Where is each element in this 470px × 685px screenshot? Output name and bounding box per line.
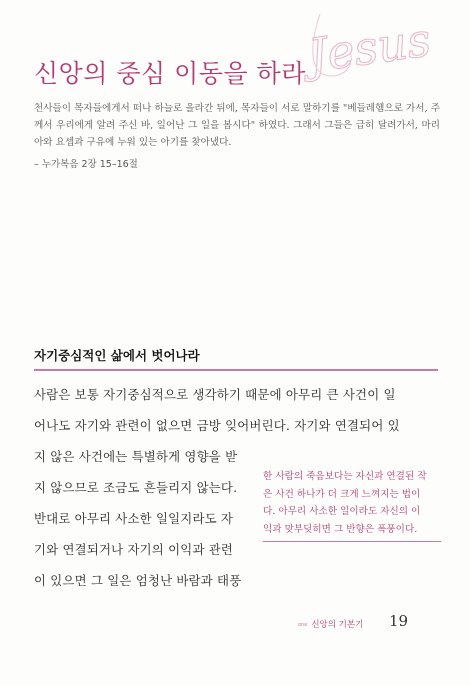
pull-quote — [263, 468, 441, 542]
body-text-line: 지 않으므로 조금도 흔들리지 않는다. — [34, 480, 238, 495]
scripture-reference: – 누가복음 2장 15–16절 — [34, 159, 138, 170]
body-text-line: 기와 연결되거나 자기의 이익과 관련 — [34, 542, 234, 557]
scripture-passage: 천사들이 목자들에게서 떠나 하늘로 올라간 뒤에, 목자들이 서로 말하기를 "베들레헴으로 가서, 주께서 우리에게 알려 주신 바, 일어난 그 일을 봅시다" 하였다. 그래서 그들은 급히 달려가서, 마리아와 요셉과 구유에 누워 있는 아기를 찾아냈다. — [34, 103, 440, 148]
page-title: 신앙의 중심 이동을 하라 — [34, 59, 306, 88]
pull-quote-line: 익과 맞부딪히면 그 반향은 폭풍이다. — [263, 523, 418, 535]
section-heading: 자기중심적인 삶에서 벗어나라 — [34, 348, 200, 363]
running-footer — [298, 618, 363, 630]
pull-quote-line: 은 사건 하나가 더 크게 느껴지는 법이 — [263, 488, 421, 500]
decorative-script — [300, 4, 465, 84]
jesus-script-svg — [300, 4, 465, 84]
decorative-script-word: Jesus — [305, 12, 435, 83]
footer-chapter-label: one — [298, 621, 308, 628]
body-text-line: 어나도 자기와 관련이 없으면 금방 잊어버린다. 자기와 연결되어 있 — [34, 418, 400, 433]
page-number: 19 — [389, 612, 409, 630]
body-text-line: 이 있으면 그 일은 엄청난 바람과 태풍 — [34, 573, 242, 588]
section-divider — [34, 369, 438, 371]
pull-quote-line: 다. 아무리 사소한 일이라도 자신의 이 — [263, 506, 421, 517]
body-text-line: 사람은 보통 자기중심적으로 생각하기 때문에 아무리 큰 사건이 일 — [34, 387, 396, 402]
body-text-line: 지 않은 사건에는 특별하게 영향을 받 — [34, 449, 238, 464]
pull-quote-line: 한 사람의 죽음보다는 자신과 연결된 작 — [263, 471, 427, 482]
body-text-line: 반대로 아무리 사소한 일일지라도 자 — [34, 511, 234, 526]
footer-book-title: 신앙의 기본기 — [311, 620, 364, 630]
